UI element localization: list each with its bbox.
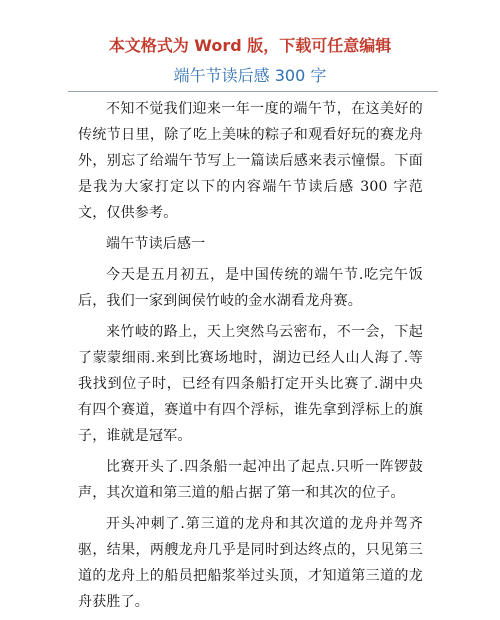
section-heading: 端午节读后感一 <box>106 236 206 252</box>
body-paragraph: 比赛开头了.四条船一起冲出了起点.只听一阵锣鼓声，其次道和第三道的船占据了第一和其次的位子。 <box>78 459 423 501</box>
body-paragraph: 来竹岐的路上，天上突然乌云密布，不一会，下起了蒙蒙细雨.来到比赛场地时，湖边已经人山人海了.等我找到位子时，已经有四条船打定开头比赛了.湖中央有四个赛道，赛道中有四个浮标，谁先拿到浮标上的旗子，谁就是冠军。 <box>78 324 423 444</box>
edit-notice-banner: 本文格式为 Word 版，下载可任意编辑 <box>108 36 392 55</box>
page-title: 端午节读后感 300 字 <box>173 66 327 85</box>
intro-paragraph: 不知不觉我们迎来一年一度的端午节，在这美好的传统节日里，除了吃上美味的粽子和观看好玩的赛龙舟外，别忘了给端午节写上一篇读后感来表示憧憬。下面是我为大家打定以下的内容端午节读后感 300 字范文，仅供参考。 <box>78 101 423 221</box>
title-divider <box>68 91 438 92</box>
body-paragraph: 开头冲刺了.第三道的龙舟和其次道的龙舟并驾齐驱，结果，两艘龙舟几乎是同时到达终点的，只见第三道的龙舟上的船员把船浆举过头顶，才知道第三道的龙舟获胜了。 <box>78 516 423 610</box>
document-body <box>78 96 423 620</box>
body-paragraph: 今天是五月初五，是中国传统的端午节.吃完午饭后，我们一家到闽侯竹岐的金水湖看龙舟赛。 <box>78 267 423 309</box>
